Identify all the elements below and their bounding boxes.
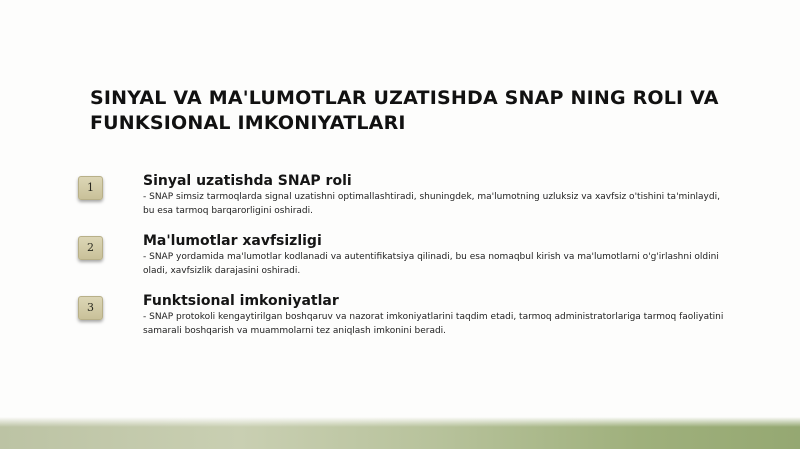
item-number-badge: 1 [78,176,103,200]
item-description: - SNAP simsiz tarmoqlarda signal uzatishni optimallashtiradi, shuningdek, ma'lumotning uzluksiz va xavfsiz o'tishini ta'minlaydi, bu esa tarmoq barqarorligini oshiradi. [143,192,720,216]
list-item [78,232,738,292]
item-description: - SNAP protokoli kengaytirilgan boshqaruv va nazorat imkoniyatlarini taqdim etadi, tarmoq administratorlariga tarmoq faoliyatini samarali boshqarish va muammolarni tez aniqlash imkonini beradi. [143,312,724,336]
list-item [78,172,738,232]
item-heading: Funktsional imkoniyatlar [143,293,339,309]
item-heading: Sinyal uzatishda SNAP roli [143,173,352,189]
slide-title: SINYAL VA MA'LUMOTLAR UZATISHDA SNAP NING ROLI VA FUNKSIONAL IMKONIYATLARI [90,87,719,134]
item-number-badge: 3 [78,296,103,320]
item-heading: Ma'lumotlar xavfsizligi [143,233,322,249]
list-item [78,292,738,352]
footer-decorative-band [0,417,800,449]
item-description: - SNAP yordamida ma'lumotlar kodlanadi va autentifikatsiya qilinadi, bu esa nomaqbul kirish va ma'lumotlarni o'g'irlashni oldini oladi, xavfsizlik darajasini oshiradi. [143,252,719,276]
item-number-badge: 2 [78,236,103,260]
